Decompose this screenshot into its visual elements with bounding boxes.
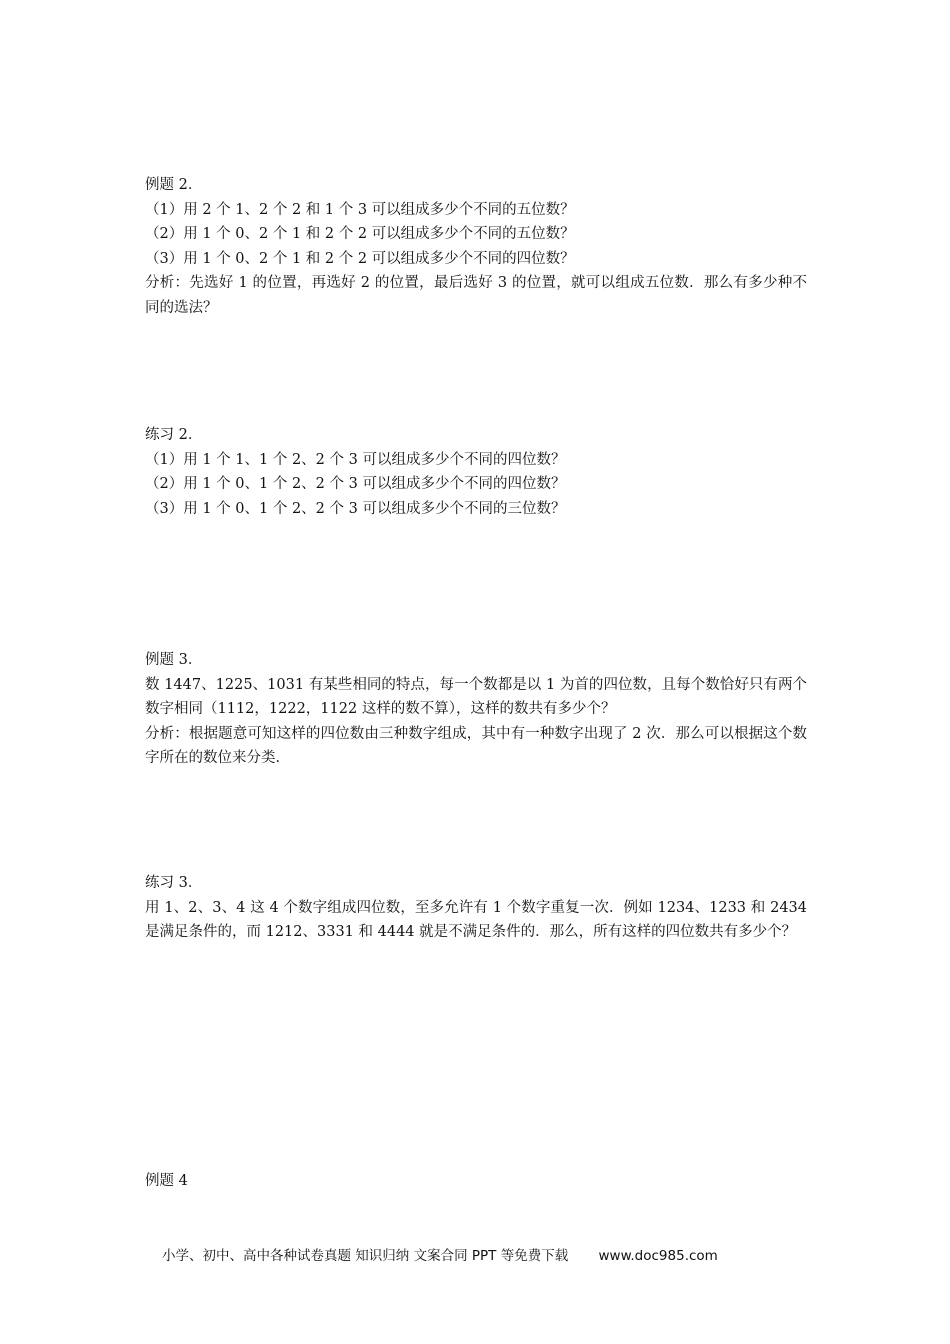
question-text: 数 1447、1225、1031 有某些相同的特点，每一个数都是以 1 为首的四位数，且每个数恰好只有两个数字相同（1112，1222，1122 这样的数不算），这样的数共有多少个？ — [145, 676, 807, 718]
section-title: 练习 3． — [145, 875, 203, 891]
section-title: 例题 3． — [145, 652, 203, 668]
section-title: 例题 2． — [145, 177, 203, 193]
question-text: 用 1、2、3、4 这 4 个数字组成四位数，至多允许有 1 个数字重复一次．例如 1234、1233 和 2434 是满足条件的，而 1212、3331 和 4444 就是不满足条件的．那么，所有这样的四位数共有多少个？ — [145, 899, 807, 941]
question-line: （1）用 2 个 1、2 个 2 和 1 个 3 可以组成多少个不同的五位数？ — [145, 201, 575, 218]
page-footer — [162, 1244, 718, 1264]
section-title: 例题 4 — [145, 1173, 188, 1189]
question-line: （3）用 1 个 0、2 个 1 和 2 个 2 可以组成多少个不同的四位数？ — [145, 250, 575, 267]
question-line: （1）用 1 个 1、1 个 2、2 个 3 可以组成多少个不同的四位数？ — [145, 451, 566, 468]
question-line: （2）用 1 个 0、1 个 2、2 个 3 可以组成多少个不同的四位数？ — [145, 476, 566, 493]
example-2 — [145, 173, 807, 321]
analysis-text: 分析：根据题意可知这样的四位数由三种数字组成，其中有一种数字出现了 2 次．那么可以根据这个数字所在的数位来分类． — [145, 725, 807, 767]
exercise-2 — [145, 423, 807, 521]
question-line: （3）用 1 个 0、1 个 2、2 个 3 可以组成多少个不同的三位数？ — [145, 500, 566, 517]
exercise-3 — [145, 871, 807, 945]
footer-url[interactable]: www.doc985.com — [598, 1248, 718, 1264]
section-title: 练习 2． — [145, 427, 203, 443]
example-4 — [145, 1169, 807, 1194]
analysis-text: 分析：先选好 1 的位置，再选好 2 的位置，最后选好 3 的位置，就可以组成五位数．那么有多少种不同的选法？ — [145, 275, 807, 316]
question-line: （2）用 1 个 0、2 个 1 和 2 个 2 可以组成多少个不同的五位数？ — [145, 226, 575, 243]
example-3 — [145, 648, 807, 771]
footer-text: 小学、初中、高中各种试卷真题 知识归纳 文案合同 PPT 等免费下载 — [162, 1248, 569, 1264]
